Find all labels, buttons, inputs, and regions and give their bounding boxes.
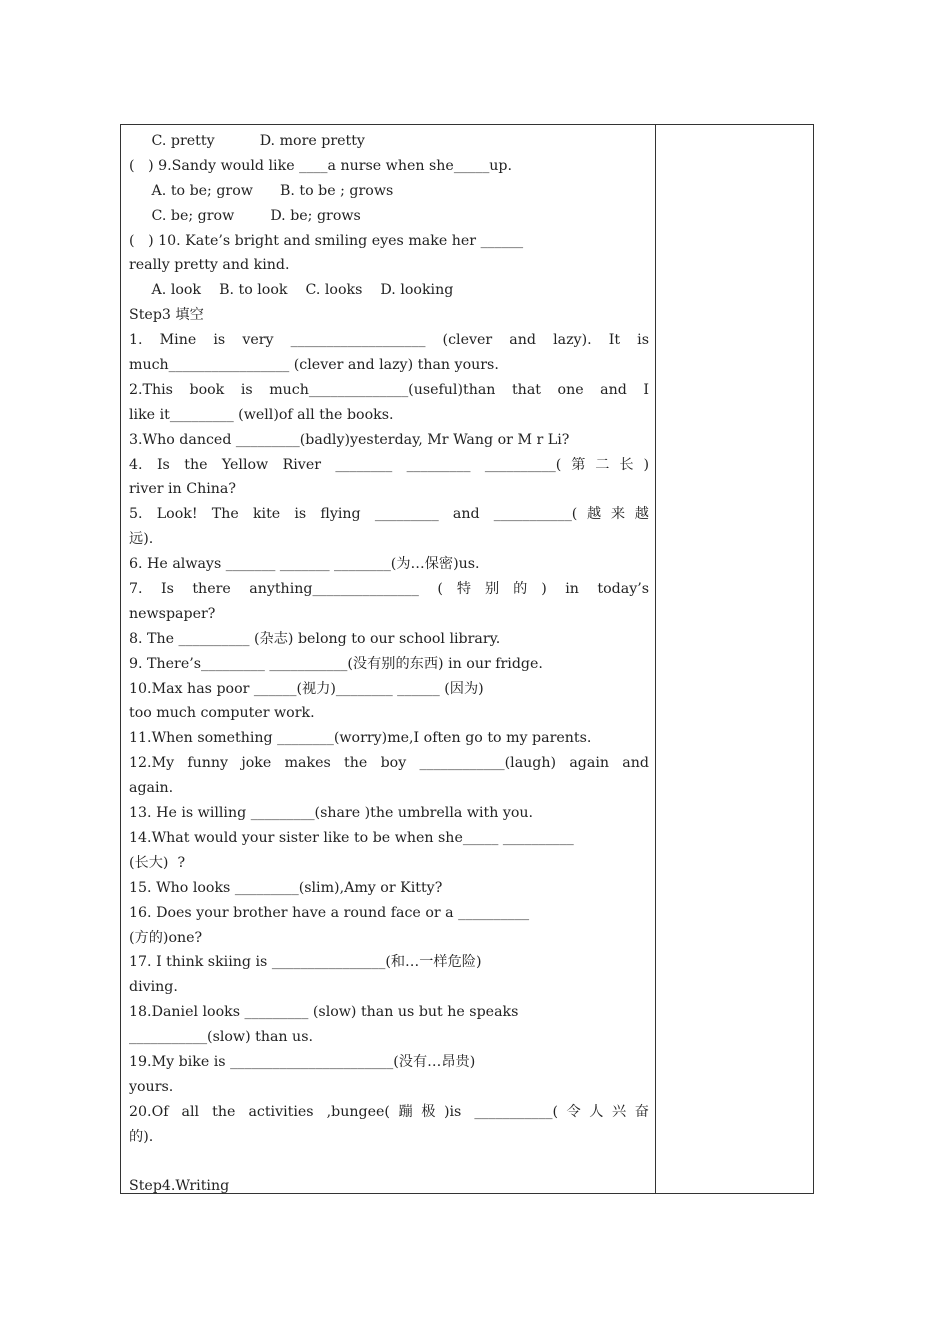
fill-item-14-cont: (长大) ? [129,854,186,871]
fill-item-7: 7. Is there anything_______________ (特别的) in today’s [129,581,649,598]
fill-item-17-cont: diving. [129,979,178,996]
fill-item-7-cont: newspaper? [129,605,216,622]
fill-item-8: 8. The __________ (杂志) belong to our school library. [129,630,501,647]
fill-item-1-cont: much_________________ (clever and lazy) than yours. [129,357,499,374]
fill-item-2-cont: like it_________ (well)of all the books. [129,406,394,423]
fill-item-5: 5. Look! The kite is flying _________ and ___________(越来越 [129,506,649,523]
fill-item-1: 1. Mine is very ___________________ (clever and lazy). It is [129,332,649,349]
fill-item-6: 6. He always _______ _______ ________(为…保密)us. [129,556,480,573]
fill-item-14: 14.What would your sister like to be when she_____ __________ [129,829,574,846]
fill-item-2: 2.This book is much______________(useful)than that one and I [129,381,649,398]
fill-item-16-cont: (方的)one? [129,929,203,946]
column-divider [655,125,656,1193]
fill-item-10-cont: too much computer work. [129,705,315,722]
fill-item-20-cont: 的). [129,1128,154,1145]
fill-item-3: 3.Who danced _________(badly)yesterday, Mr Wang or M r Li? [129,431,570,448]
fill-item-20: 20.Of all the activities ,bungee(蹦极)is ___________(令人兴奋 [129,1103,649,1120]
fill-item-16: 16. Does your brother have a round face or a __________ [129,904,530,921]
option-line: C. be; grow D. be; grows [129,207,361,224]
fill-item-12-cont: again. [129,780,174,797]
question-10-cont: really pretty and kind. [129,257,290,274]
fill-item-13: 13. He is willing _________(share )the umbrella with you. [129,805,534,822]
notes-column [657,125,813,1193]
fill-item-11: 11.When something ________(worry)me,I often go to my parents. [129,730,592,747]
fill-item-17: 17. I think skiing is ________________(和…一样危险) [129,954,482,971]
option-line: C. pretty D. more pretty [129,133,365,149]
fill-item-18-cont: ___________(slow) than us. [129,1029,313,1046]
exercise-column [129,129,649,1199]
fill-item-4: 4. Is the Yellow River ________ _________ __________(第二长) [129,456,649,473]
fill-item-19-cont: yours. [129,1078,174,1095]
section-heading-step4: Step4.Writing [129,1178,230,1195]
blank-line [129,1150,649,1175]
question-10: ( ) 10. Kate’s bright and smiling eyes make her ______ [129,232,524,249]
question-9: ( ) 9.Sandy would like ____a nurse when she_____up. [129,157,513,174]
option-line: A. look B. to look C. looks D. looking [129,282,454,299]
fill-item-4-cont: river in China? [129,481,236,498]
fill-item-5-cont: 远). [129,531,154,548]
option-line: A. to be; grow B. to be ; grows [129,182,394,199]
fill-item-19: 19.My bike is _______________________(没有…昂贵) [129,1053,476,1070]
fill-item-18: 18.Daniel looks _________ (slow) than us but he speaks [129,1004,519,1021]
worksheet-table [120,124,814,1194]
section-heading-step3: Step3 填空 [129,307,204,324]
fill-item-10: 10.Max has poor ______(视力)________ ______ (因为) [129,680,484,697]
fill-item-12: 12.My funny joke makes the boy ____________(laugh) again and [129,755,649,772]
fill-item-9: 9. There’s_________ ___________(没有别的东西) in our fridge. [129,655,543,672]
fill-item-15: 15. Who looks _________(slim),Amy or Kitty? [129,879,443,896]
